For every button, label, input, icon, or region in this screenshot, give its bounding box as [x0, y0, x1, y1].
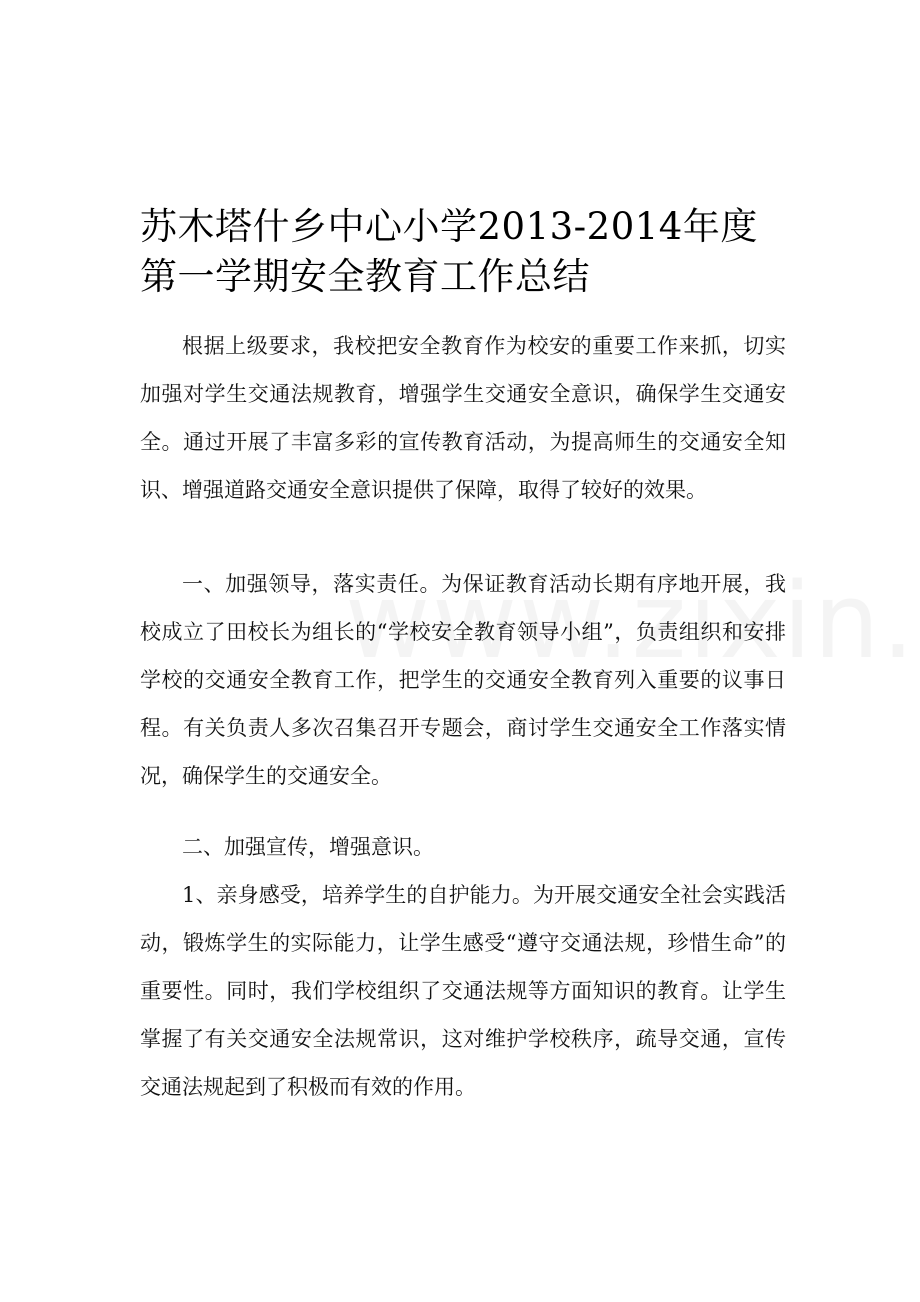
paragraph-section-2-heading: 二、加强宣传，增强意识。 [182, 835, 434, 859]
paragraph-intro: 根据上级要求，我校把安全教育作为校安的重要工作来抓，切实加强对学生交通法规教育，增强学生交通安全意识，确保学生交通安全。通过开展了丰富多彩的宣传教育活动，为提高师生的交通安全知识、增强道路交通安全意识提供了保障，取得了较好的效果。 [140, 334, 786, 502]
document-title: 苏木塔什乡中心小学2013-2014年度第一学期安全教育工作总结 [140, 205, 758, 298]
paragraph-section-2-item-1: 1、亲身感受，培养学生的自护能力。为开展交通安全社会实践活动，锻炼学生的实际能力，让学生感受“遵守交通法规，珍惜生命”的重要性。同时，我们学校组织了交通法规等方面知识的教育。让学生掌握了有关交通安全法规常识，这对维护学校秩序，疏导交通，宣传交通法规起到了积极而有效的作用。 [140, 883, 786, 1099]
paragraph-section-1: 一、加强领导，落实责任。为保证教育活动长期有序地开展，我校成立了田校长为组长的“学校安全教育领导小组”，负责组织和安排学校的交通安全教育工作，把学生的交通安全教育列入重要的议事日程。有关负责人多次召集召开专题会，商讨学生交通安全工作落实情况，确保学生的交通安全。 [140, 572, 786, 788]
